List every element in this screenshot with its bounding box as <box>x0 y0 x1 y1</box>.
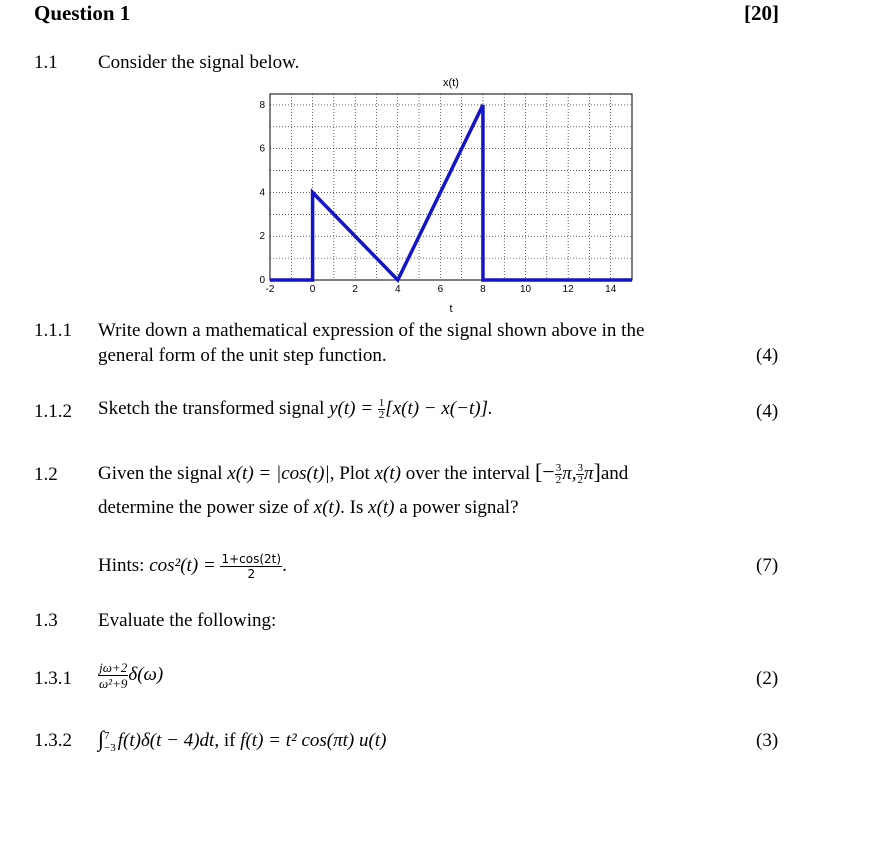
q1-1-1-number: 1.1.1 <box>34 320 72 341</box>
x-tick-label: 2 <box>352 284 358 295</box>
frac-num: 1 <box>378 397 385 410</box>
q1-1-2-rhs: [x(t) − x(−t)]. <box>385 398 493 419</box>
q1-1-1-marks: (4) <box>756 345 779 366</box>
x-tick-label: 10 <box>519 284 532 295</box>
interval-open: [− <box>534 459 555 484</box>
q1-3-1-expr <box>98 660 163 691</box>
q1-1-number: 1.1 <box>34 52 58 73</box>
x-tick-label: 12 <box>562 284 574 295</box>
x-tick-label: 0 <box>309 284 316 295</box>
q1-3-2-marks: (3) <box>756 730 779 751</box>
q1-2-marks: (7) <box>756 555 779 576</box>
signal-chart <box>250 72 640 318</box>
q1-2-line1 <box>98 461 628 486</box>
chart-frame <box>270 94 632 280</box>
q1-1-2-lhs: y(t) = <box>329 398 378 419</box>
q1-2-math-b: x(t) <box>374 463 401 484</box>
frac-den: 2 <box>555 474 562 487</box>
chart-grid <box>270 94 632 280</box>
q1-3-1-number: 1.3.1 <box>34 668 72 689</box>
frac-den: 2 <box>577 474 583 487</box>
frac-num: 3 <box>577 462 583 475</box>
y-tick-label: 8 <box>259 99 265 111</box>
x-tick-label: 8 <box>480 284 486 295</box>
q1-1-1-line2: general form of the unit step function. <box>98 345 387 366</box>
q1-3-2-if: , if <box>214 730 241 751</box>
q1-3-2-expr <box>98 728 386 754</box>
q1-2-line2-a: determine the power size of <box>98 497 314 518</box>
q1-1-2-pre: Sketch the transformed signal <box>98 398 330 419</box>
q1-2-line2-b: . Is <box>340 497 369 518</box>
q1-2-number: 1.2 <box>34 464 58 485</box>
q1-1-2-number: 1.1.2 <box>34 401 72 422</box>
q1-3-2-cond: f(t) = t² cos(πt) u(t) <box>240 730 387 751</box>
q1-3-2-number: 1.3.2 <box>34 730 72 751</box>
x-tick-label: 6 <box>437 284 444 295</box>
hints-den: 2 <box>247 567 256 581</box>
interval-frac-2 <box>576 463 584 486</box>
frac-num: jω+2 <box>99 660 128 675</box>
q1-2-line2-math1: x(t) <box>313 497 341 518</box>
x-tick-label: 4 <box>394 284 401 295</box>
integral-sign: ∫ <box>98 726 105 751</box>
q1-2-math-a: x(t) = |cos(t)| <box>227 463 330 484</box>
q1-2-hints <box>98 552 287 581</box>
lower-limit: −3 <box>104 741 116 754</box>
chart-title: x(t) <box>443 77 459 89</box>
upper-limit: 7 <box>104 729 110 742</box>
hints-lhs: cos²(t) = <box>149 554 216 576</box>
hints-label: Hints: <box>98 554 150 576</box>
q1-1-1-line1: Write down a mathematical expression of the signal shown above in the <box>98 320 645 341</box>
frac-num: 3 <box>555 462 562 475</box>
x-tick-label: -2 <box>265 284 275 295</box>
q1-2-line2-math2: x(t) <box>368 497 395 518</box>
question-title: Question 1 <box>34 1 131 25</box>
frac-den: ω²+9 <box>99 676 128 691</box>
y-tick-label: 2 <box>259 231 265 243</box>
interval-close: ] <box>593 459 601 484</box>
q1-3-1-frac <box>98 660 128 691</box>
integral-limits <box>104 730 116 754</box>
interval-pi-1: π, <box>562 463 577 484</box>
x-axis-label: t <box>449 303 453 315</box>
y-axis-ticks <box>259 100 265 286</box>
q1-2-text-a: Given the signal <box>98 463 228 484</box>
y-tick-label: 0 <box>259 275 265 286</box>
q1-3-number: 1.3 <box>34 610 58 631</box>
frac-den: 2 <box>378 409 385 422</box>
q1-2-text-d: and <box>600 463 629 484</box>
q1-3-1-marks: (2) <box>756 668 779 689</box>
total-marks: [20] <box>744 1 779 25</box>
hints-end: . <box>282 554 287 576</box>
q1-2-line2-c: a power signal? <box>394 497 519 518</box>
x-axis-ticks <box>266 284 617 295</box>
q1-3-text: Evaluate the following: <box>98 610 277 631</box>
interval-pi-2: π <box>583 463 594 484</box>
q1-1-2-text <box>98 398 493 421</box>
hints-num: 1+cos(2t) <box>221 552 282 566</box>
hints-frac <box>220 552 282 581</box>
y-tick-label: 4 <box>259 187 265 199</box>
q1-1-2-marks: (4) <box>756 401 779 422</box>
q1-3-1-rest: δ(ω) <box>128 663 164 685</box>
q1-2-line2 <box>98 497 519 519</box>
x-tick-label: 14 <box>605 284 617 295</box>
y-tick-label: 6 <box>259 143 265 155</box>
q1-2-text-c: over the interval <box>400 463 535 484</box>
q1-3-2-integrand: f(t)δ(t − 4)dt <box>117 730 215 751</box>
q1-1-text: Consider the signal below. <box>98 52 300 73</box>
q1-2-text-b: , Plot <box>329 463 375 484</box>
